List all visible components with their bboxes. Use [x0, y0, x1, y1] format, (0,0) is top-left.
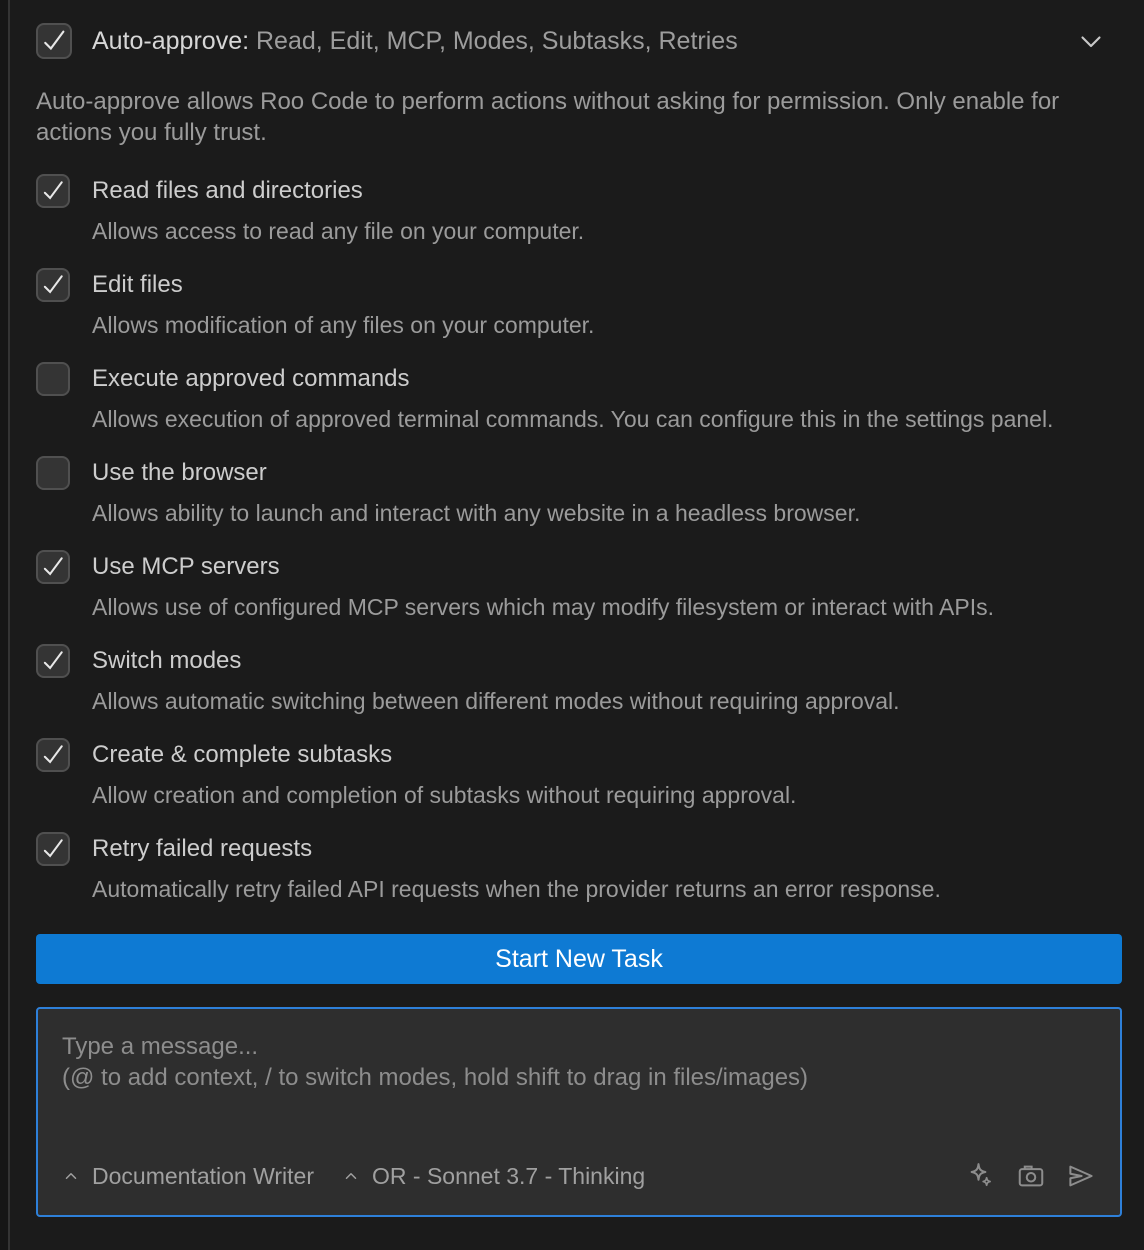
collapse-section-button[interactable] [1074, 24, 1108, 58]
composer-toolbar [62, 1161, 1096, 1191]
option-description: Allow creation and completion of subtasks without requiring approval. [92, 782, 797, 808]
screenshot-button[interactable] [1016, 1161, 1046, 1191]
checkmark-icon [39, 647, 67, 675]
option-row[interactable] [36, 738, 1122, 772]
auto-approve-option [36, 174, 1122, 246]
option-checkbox[interactable] [36, 362, 70, 396]
checkmark-icon [39, 177, 67, 205]
option-row[interactable] [36, 644, 1122, 678]
model-selector[interactable] [342, 1163, 645, 1190]
option-checkbox[interactable] [36, 644, 70, 678]
auto-approve-summary: Read, Edit, MCP, Modes, Subtasks, Retries [256, 26, 738, 55]
auto-approve-option [36, 268, 1122, 340]
auto-approve-option [36, 832, 1122, 904]
checkmark-icon [39, 741, 67, 769]
option-checkbox[interactable] [36, 550, 70, 584]
message-placeholder [62, 1031, 1096, 1093]
option-label: Use the browser [92, 459, 267, 486]
option-description: Automatically retry failed API requests when the provider returns an error response. [92, 876, 941, 902]
checkmark-icon [39, 553, 67, 581]
option-description: Allows ability to launch and interact with any website in a headless browser. [92, 500, 861, 526]
panel-edge [0, 0, 8, 1250]
option-row[interactable] [36, 174, 1122, 208]
option-description: Allows execution of approved terminal commands. You can configure this in the settings panel. [92, 406, 1054, 432]
auto-approve-option [36, 738, 1122, 810]
options-list [36, 174, 1122, 904]
send-button[interactable] [1066, 1161, 1096, 1191]
auto-approve-panel [10, 0, 1144, 1250]
option-label: Edit files [92, 271, 183, 298]
checkmark-icon [39, 271, 67, 299]
chevron-up-icon [342, 1167, 360, 1185]
option-row[interactable] [36, 456, 1122, 490]
option-checkbox[interactable] [36, 174, 70, 208]
option-description: Allows use of configured MCP servers which may modify filesystem or interact with APIs. [92, 594, 995, 620]
mode-selector[interactable] [62, 1163, 314, 1190]
option-row[interactable] [36, 832, 1122, 866]
auto-approve-header[interactable] [36, 22, 1122, 60]
auto-approve-option [36, 644, 1122, 716]
option-checkbox[interactable] [36, 738, 70, 772]
option-label: Execute approved commands [92, 365, 410, 392]
option-label: Use MCP servers [92, 553, 280, 580]
auto-approve-option [36, 550, 1122, 622]
camera-icon [1016, 1161, 1046, 1191]
enhance-prompt-button[interactable] [966, 1161, 996, 1191]
option-checkbox[interactable] [36, 268, 70, 302]
option-label: Switch modes [92, 647, 242, 674]
start-new-task-button[interactable]: Start New Task [36, 934, 1122, 984]
option-row[interactable] [36, 550, 1122, 584]
chevron-up-icon [62, 1167, 80, 1185]
placeholder-line-2: (@ to add context, / to switch modes, hold shift to drag in files/images) [62, 1064, 809, 1091]
mode-selector-value: Documentation Writer [92, 1162, 314, 1189]
auto-approve-label: Auto-approve: [92, 26, 250, 55]
option-label: Create & complete subtasks [92, 741, 393, 768]
option-row[interactable] [36, 362, 1122, 396]
auto-approve-title [92, 27, 1074, 56]
auto-approve-option [36, 456, 1122, 528]
option-row[interactable] [36, 268, 1122, 302]
checkmark-icon [39, 26, 69, 56]
message-input[interactable] [36, 1007, 1122, 1217]
option-description: Allows modification of any files on your computer. [92, 312, 595, 338]
checkmark-icon [39, 835, 67, 863]
option-description: Allows access to read any file on your computer. [92, 218, 585, 244]
sparkle-icon [966, 1161, 996, 1191]
option-description: Allows automatic switching between different modes without requiring approval. [92, 688, 900, 714]
option-label: Retry failed requests [92, 835, 313, 862]
placeholder-line-1: Type a message... [62, 1033, 259, 1060]
auto-approve-description: Auto-approve allows Roo Code to perform actions without asking for permission. Only enable for actions you fully trust. [36, 88, 1060, 146]
auto-approve-master-checkbox[interactable] [36, 23, 72, 59]
chevron-down-icon [1074, 24, 1108, 58]
option-checkbox[interactable] [36, 456, 70, 490]
option-checkbox[interactable] [36, 832, 70, 866]
option-label: Read files and directories [92, 177, 363, 204]
auto-approve-option [36, 362, 1122, 434]
send-icon [1066, 1161, 1096, 1191]
model-selector-value: OR - Sonnet 3.7 - Thinking [372, 1162, 646, 1189]
